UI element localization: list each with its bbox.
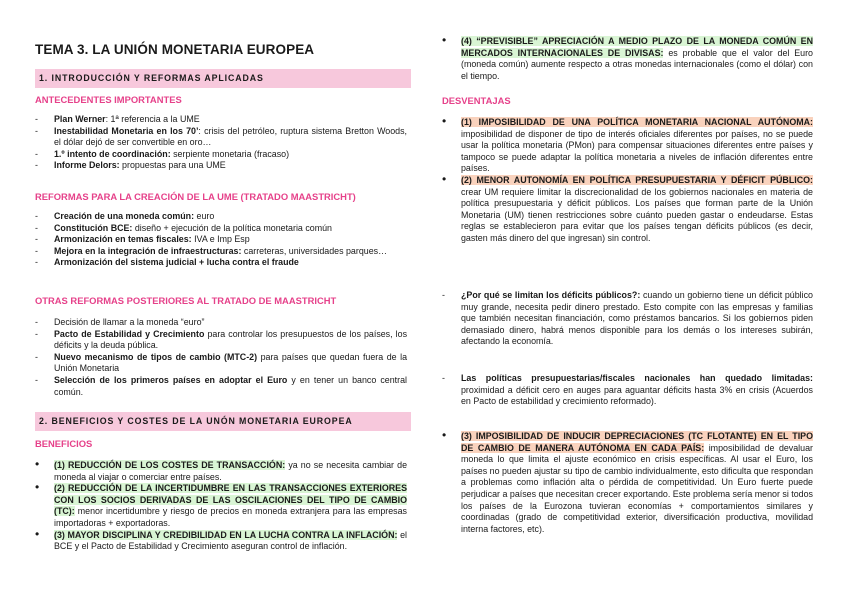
section-2-header	[35, 412, 411, 431]
list-item: - Pacto de Estabilidad y Crecimiento para controlar los presupuestos de los países, los déficits y la deuda pública.	[35, 329, 407, 352]
list-item: - Las políticas presupuestarias/fiscales nacionales han quedado limitadas: proximidad a déficit cero en auges para aguantar déficits hasta 3% en crisis (Acuerdos en Pacto de estabilidad y crecimiento reformado).	[442, 373, 813, 408]
reformas-list	[35, 211, 407, 269]
antecedentes-heading: ANTECEDENTES IMPORTANTES	[35, 94, 182, 105]
list-item: - Mejora en la integración de infraestructuras: carreteras, universidades parques…	[35, 246, 407, 258]
list-item: - Decisión de llamar a la moneda “euro”	[35, 317, 407, 329]
list-item: - Nuevo mecanismo de tipos de cambio (MTC-2) para países que quedan fuera de la Unión Monetaria	[35, 352, 407, 375]
list-item: • (1) REDUCCIÓN DE LOS COSTES DE TRANSACCIÓN: ya no se necesita cambiar de moneda al viajar o comerciar entre países.	[35, 460, 407, 483]
desventajas-list-2	[442, 431, 813, 535]
list-item: • (3) IMPOSIBILIDAD DE INDUCIR DEPRECIACIONES (TC FLOTANTE) EN EL TIPO DE CAMBIO DE MANERA AUTÓNOMA EN CADA PAÍS: imposibilidad de devaluar moneda lo que limita el ajuste económico en crisis específicas. Al usar el Euro, los países no pueden ajustar su tipo de cambio individualmente, esto dificulta que respondan a problemas como inflación alta o pérdida de competitividad. Un Euro fuerte puede perjudicar a países que necesitan crecer exportando. Este problema sería menor si todos los países de la Eurozona tuvieran economías + comportamientos similares y coordinadas (grado de competitividad exterior, diversificación productiva, movilidad interna factores, etc).	[442, 431, 813, 535]
list-item: - Informe Delors: propuestas para una UME	[35, 160, 407, 172]
section-1-header	[35, 69, 411, 88]
list-item: • (2) MENOR AUTONOMÍA EN POLÍTICA PRESUPUESTARIA Y DÉFICIT PÚBLICO: crear UM requiere limitar la discrecionalidad de los gobiernos nacionales en materia de política presupuestaria y déficit públicos. Los países que forman parte de la Unión Monetaria (UM) tienen restricciones sobre cuánto pueden gastar o endeudarse. Estas reglas se establecieron para evitar que los países tengan déficits públicos (es decir, gasten más dinero del que ingresan) sin control.	[442, 175, 813, 245]
list-item: - Selección de los primeros países en adoptar el Euro y en tener un banco central común.	[35, 375, 407, 398]
list-item: • (1) IMPOSIBILIDAD DE UNA POLÍTICA MONETARIA NACIONAL AUTÓNOMA: imposibilidad de disponer de tipo de interés oficiales diferentes por países, no se puede usar la política monetaria (PMon) para compensar situaciones diferentes entre países y tampoco se puede adaptar la política monetaria a niveles de inflación diferentes entre países.	[442, 117, 813, 175]
list-item: - Plan Werner: 1ª referencia a la UME	[35, 114, 407, 126]
otras-reformas-list	[35, 317, 407, 398]
beneficios-heading: BENEFICIOS	[35, 438, 93, 449]
list-item: - Armonización en temas fiscales: IVA e Imp Esp	[35, 234, 407, 246]
list-item: - ¿Por qué se limitan los déficits públicos?: cuando un gobierno tiene un déficit público muy grande, necesita pedir dinero prestado. Esto compite con las empresas y familias que también necesitan financiación, como préstamos bancarios. Si los gobiernos piden demasiado dinero, habrá menos disponible para los demás o los intereses subirán, afectando la economía.	[442, 290, 813, 348]
desventajas-heading: DESVENTAJAS	[442, 95, 511, 106]
list-item: - Creación de una moneda común: euro	[35, 211, 407, 223]
list-item: • (2) REDUCCIÓN DE LA INCERTIDUMBRE EN LAS TRANSACCIONES EXTERIORES CON LOS SOCIOS DERIVADAS DE LAS OSCILACIONES DEL TIPO DE CAMBIO (TC): menor incertidumbre y riesgo de precios en moneda extranjera para las empresas importadoras + exportadoras.	[35, 483, 407, 529]
list-item: • (4) “PREVISIBLE” APRECIACIÓN A MEDIO PLAZO DE LA MONEDA COMÚN EN MERCADOS INTERNACIONALES DE DIVISAS: es probable que el valor del Euro (moneda común) aumente respecto a otras monedas internacionales (como el dólar) con el tiempo.	[442, 36, 813, 82]
beneficios-list-continued	[442, 36, 813, 82]
list-item: - Constitución BCE: diseño + ejecución de la política monetaria común	[35, 223, 407, 235]
otras-reformas-heading: OTRAS REFORMAS POSTERIORES AL TRATADO DE MAASTRICHT	[35, 295, 337, 306]
document-title: TEMA 3. LA UNIÓN MONETARIA EUROPEA	[35, 42, 315, 57]
list-item: - Armonización del sistema judicial + lucha contra el fraude	[35, 257, 407, 269]
list-item: - 1.º intento de coordinación: serpiente monetaria (fracaso)	[35, 149, 407, 161]
deficit-explanation-list	[442, 290, 813, 348]
desventajas-list-1	[442, 117, 813, 245]
fiscal-policy-list	[442, 373, 813, 408]
antecedentes-list	[35, 114, 407, 172]
reformas-heading: REFORMAS PARA LA CREACIÓN DE LA UME (TRATADO MAASTRICHT)	[35, 191, 356, 202]
section-2-title: 2. BENEFICIOS Y COSTES DE LA UNÓN MONETARIA EUROPEA	[39, 416, 353, 426]
list-item: • (3) MAYOR DISCIPLINA Y CREDIBILIDAD EN LA LUCHA CONTRA LA INFLACIÓN: el BCE y el Pacto de Estabilidad y Crecimiento aseguran control de inflación.	[35, 530, 407, 553]
section-1-title: 1. INTRODUCCIÓN Y REFORMAS APLICADAS	[39, 73, 264, 83]
list-item: - Inestabilidad Monetaria en los 70’: crisis del petróleo, ruptura sistema Bretton Woods, el dólar dejó de ser convertible en oro…	[35, 126, 407, 149]
beneficios-list	[35, 460, 407, 553]
